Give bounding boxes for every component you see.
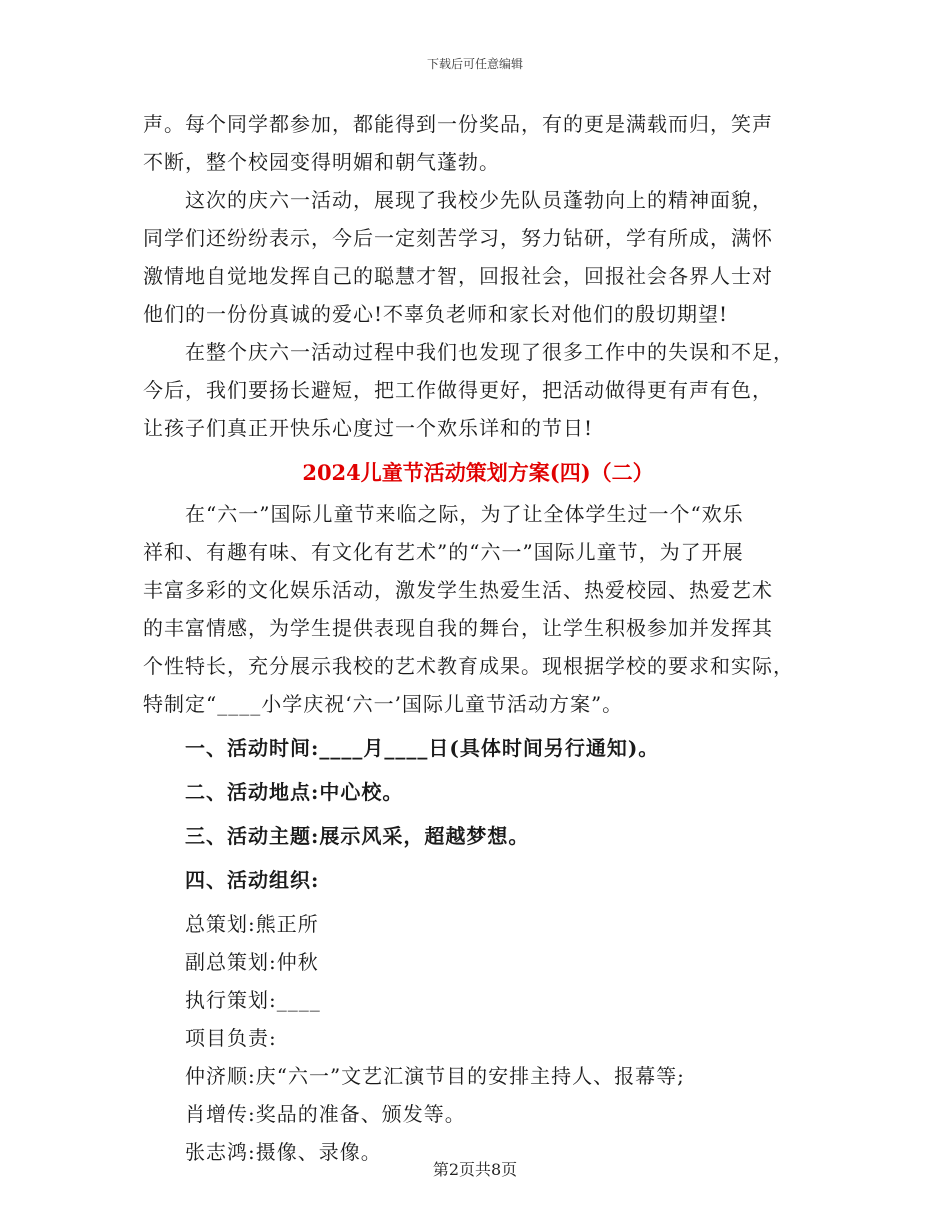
section-title: 2024儿童节活动策划方案(四)（二）: [302, 460, 654, 485]
paragraph-line: 激情地自觉地发挥自己的聪慧才智，回报社会，回报社会各界人士对: [143, 264, 773, 288]
document-body: [143, 105, 813, 1171]
paragraph-line: 让孩子们真正开快乐心度过一个欢乐详和的节日!: [143, 416, 594, 440]
intro-line: 祥和、有趣有味、有文化有艺术”的“六一”国际儿童节，为了开展: [143, 540, 744, 564]
org-item: 张志鸿:摄像、录像。: [185, 1140, 382, 1164]
paragraph-line: 这次的庆六一活动，展现了我校少先队员蓬勃向上的精神面貌，: [185, 188, 773, 212]
org-item: 总策划:熊正所: [185, 912, 319, 936]
org-item: 仲济顺:庆“六一”文艺汇演节目的安排主持人、报幕等;: [185, 1064, 685, 1088]
intro-line: 个性特长，充分展示我校的艺术教育成果。现根据学校的要求和实际，: [143, 654, 794, 678]
section-heading-location: 二、活动地点:中心校。: [185, 780, 404, 804]
paragraph-line: 不断，整个校园变得明媚和朝气蓬勃。: [143, 150, 500, 174]
section-heading-time: 一、活动时间:____月____日(具体时间另行通知)。: [185, 736, 660, 760]
org-item: 项目负责:: [185, 1026, 277, 1050]
intro-line: 特制定“____小学庆祝‘六一’国际儿童节活动方案”。: [143, 692, 624, 716]
paragraph-line: 在整个庆六一活动过程中我们也发现了很多工作中的失误和不足，: [185, 340, 794, 364]
intro-line: 在“六一”国际儿童节来临之际，为了让全体学生过一个“欢乐: [185, 502, 744, 526]
page-header-note: 下载后可任意编辑: [426, 57, 523, 71]
section-heading-organization: 四、活动组织:: [185, 868, 320, 892]
paragraph-line: 同学们还纷纷表示，今后一定刻苦学习，努力钻研，学有所成，满怀: [143, 226, 773, 250]
org-item: 副总策划:仲秋: [185, 950, 319, 974]
page-number: 第2页共8页: [432, 1160, 518, 1179]
paragraph-line: 今后，我们要扬长避短，把工作做得更好，把活动做得更有声有色，: [143, 378, 773, 402]
org-item: 肖增传:奖品的准备、颁发等。: [185, 1102, 466, 1126]
intro-line: 丰富多彩的文化娱乐活动，激发学生热爱生活、热爱校园、热爱艺术: [143, 578, 773, 602]
intro-line: 的丰富情感，为学生提供表现自我的舞台，让学生积极参加并发挥其: [143, 616, 773, 640]
paragraph-line: 声。每个同学都参加，都能得到一份奖品，有的更是满载而归，笑声: [143, 112, 773, 136]
paragraph-line: 他们的一份份真诚的爱心!不辜负老师和家长对他们的殷切期望!: [143, 302, 729, 326]
section-heading-theme: 三、活动主题:展示风采，超越梦想。: [185, 824, 530, 848]
org-item: 执行策划:____: [185, 988, 321, 1012]
